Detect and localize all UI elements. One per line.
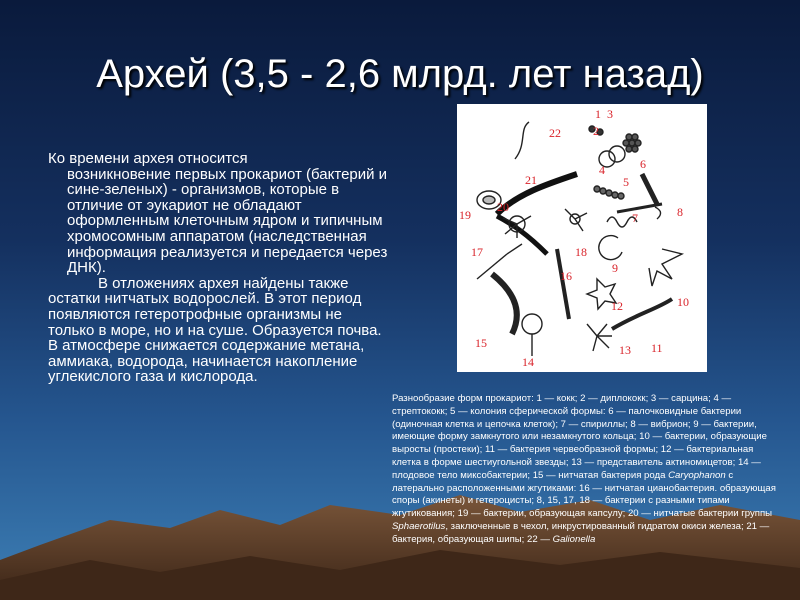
illustration-number-3: 3 [607, 107, 613, 121]
caption-genus-sphaerotilus: Sphaerotilus [392, 520, 446, 532]
illustration-number-18: 18 [575, 245, 587, 259]
illustration-number-21: 21 [525, 173, 537, 187]
illustration-number-13: 13 [619, 343, 631, 357]
illustration-number-17: 17 [471, 245, 483, 259]
slide-body-text [48, 151, 388, 385]
illustration-number-6: 6 [640, 157, 646, 171]
paragraph-1-rest: возникновение первых прокариот (бактерий и сине-зеленых) - организмов, которые в отличие от эукариот не обладают оформленным клеточным ядром и типичным хромосомным аппаратом (наследственная информация реализуется и передается через ДНК). [67, 165, 388, 277]
illustration-number-1: 1 [595, 107, 601, 121]
caption-genus-caryophanon: Caryophanon [668, 469, 726, 481]
illustration-number-2: 2 [593, 124, 599, 138]
slide-title: Архей (3,5 - 2,6 млрд. лет назад) [96, 52, 704, 96]
illustration-number-12: 12 [611, 299, 623, 313]
illustration-number-16: 16 [560, 269, 572, 283]
caption-part-3: , заключенные в чехол, инкрустированный гидратом окиси железа; 21 — бактерия, образующая шипы; 22 — [392, 520, 770, 545]
illustration-number-22: 22 [549, 126, 561, 140]
caption-genus-galionella: Galionella [552, 533, 596, 545]
paragraph-1-first-line: Ко времени архея относится [48, 150, 248, 167]
illustration-number-5: 5 [623, 175, 629, 189]
illustration-number-11: 11 [651, 341, 663, 355]
illustration-number-14: 14 [522, 355, 534, 369]
caption-part-2: с латерально расположенными жгутиками: 16 — нитчатая цианобактерия. образующая споры (акинеты) и гетероцисты; 8, 15, 17, 18 — бактерии с разными типами жгутикования; 19 — бактерии, образующая капсулу; 20 — нитчатые бактерии группы [392, 469, 776, 520]
prokaryote-forms-illustration [457, 104, 707, 372]
paragraph-archean-deposits: В отложениях архея найдены также остатки нитчатых водорослей. В этот период появляются гетеротрофные организмы не только в море, но и на суше. Образуется почва. В атмосфере снижается содержание метана, аммиака, водорода, начинается накопление углекислого газа и кислорода. [48, 274, 382, 386]
illustration-number-4: 4 [599, 163, 605, 177]
illustration-number-19: 19 [459, 208, 471, 222]
illustration-caption [392, 393, 784, 547]
illustration-number-9: 9 [612, 261, 618, 275]
caption-part-1: Разнообразие форм прокариот: 1 — кокк; 2 — диплококк; 3 — сарцина; 4 — стрептококк; 5 — колония сферической формы: 6 — палочковидные бактерии (одиночная клетка и цепочка клеток); 7 — спириллы; 8 — вибрион; 9 — бактерии, имеющие форму замкнутого или незамкнутого кольца; 10 — бактерии, образующие выросты (простеки); 11 — бактерия червеобразной формы; 12 — бактериальная клетка в форме шестиугольной звезды; 13 — представитель актиномицетов; 14 — плодовое тело миксобактерии; 15 — нитчатая бактерия рода [392, 393, 767, 481]
paragraph-prokaryotes [48, 151, 388, 276]
illustration-number-7: 7 [632, 211, 638, 225]
illustration-number-20: 20 [497, 200, 509, 214]
illustration-number-8: 8 [677, 205, 683, 219]
illustration-number-10: 10 [677, 295, 689, 309]
illustration-number-15: 15 [475, 336, 487, 350]
